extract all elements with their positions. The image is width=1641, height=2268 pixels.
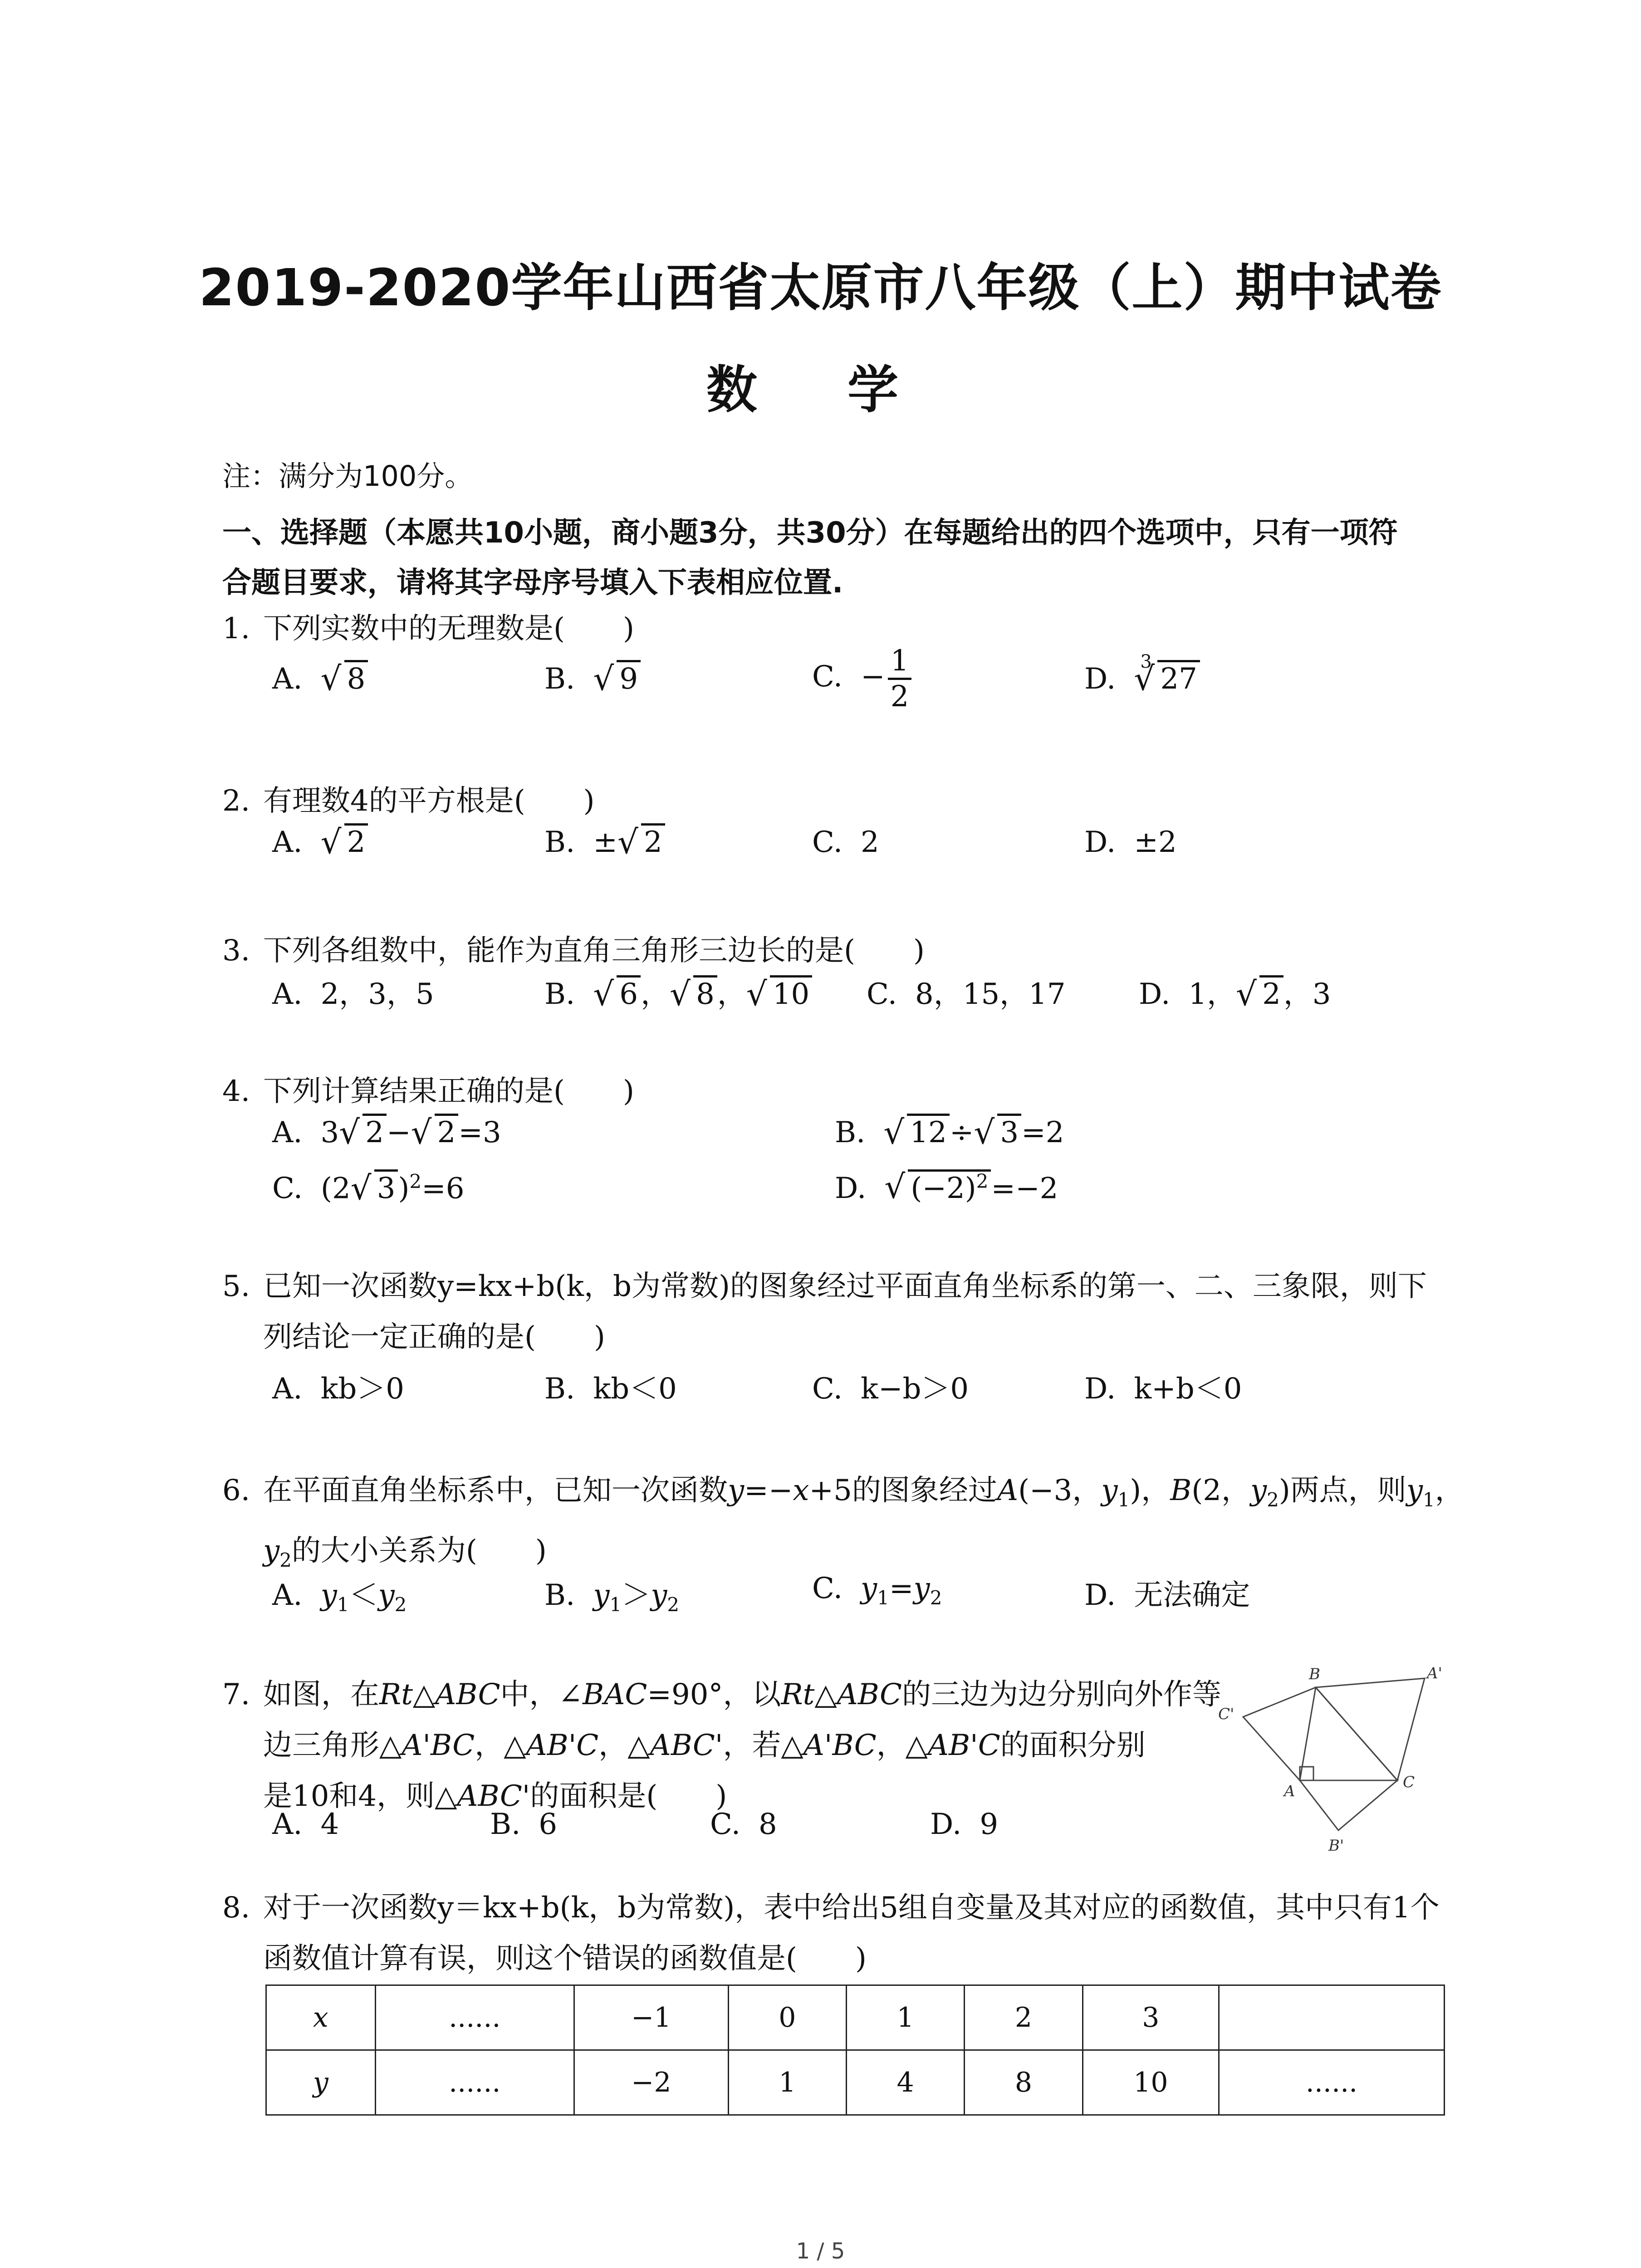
table-cell — [1219, 1985, 1445, 2050]
q1-option-b: B.√ 9 — [544, 662, 641, 696]
table-row-y — [266, 2050, 1445, 2115]
q4-option-b: B.√ 12÷√ 3=2 — [835, 1116, 1064, 1149]
q1-option-a: A.√ 8 — [272, 662, 368, 696]
q1-option-d: D. √ 3 27 — [1084, 662, 1200, 696]
question-3: 3. 下列各组数中，能作为直角三角形三边长的是( ) — [222, 934, 925, 968]
q2-option-b: B. ±√ 2 — [544, 826, 665, 859]
q7-option-a: A. 4 — [272, 1808, 339, 1841]
question-5: 5. 已知一次函数y=kx+b(k，b为常数)的图象经过平面直角坐标系的第一、二、三象限，则下 列结论一定正确的是( ) — [222, 1270, 1427, 1354]
question-7: 7. 如图，在Rt△ABC中，∠BAC=90°，以Rt△ABC的三边为边分别向外作等 边三角形△A'BC，△AB'C，△ABC'，若△A'BC，△AB'C的面积分别 是10和4，则△ABC'的面积是( ) — [222, 1678, 1221, 1813]
q3-option-d: D. 1，√ 2，3 — [1139, 971, 1331, 1012]
q5-option-d: D. k+b＜0 — [1084, 1372, 1242, 1406]
q7-option-d: D. 9 — [930, 1808, 999, 1841]
table-cell: ...... — [1219, 2050, 1445, 2115]
q7-option-b: B. 6 — [490, 1808, 558, 1841]
table-cell: 2 — [965, 1985, 1083, 2050]
label-B-prime: B' — [1328, 1837, 1344, 1855]
subject-title: 数 学 — [706, 361, 935, 420]
q6-option-a: A. $y_1<y_2$ — [272, 1579, 407, 1616]
q3-option-a: A. 2，3，5 — [272, 978, 434, 1011]
q4-option-d: D.√ $(-2)^2=-2$ — [835, 1170, 1058, 1205]
q6-option-b: B. $y_1>y_2$ — [544, 1579, 680, 1616]
table-cell: 4 — [846, 2050, 964, 2115]
section-heading: 一、选择题（本愿共10小题，商小题3分，共30分）在每题给出的四个选项中，只有一项符 合题目要求，请将其字母序号填入下表相应位置. — [222, 516, 1398, 600]
table-cell: y — [266, 2050, 376, 2115]
table-cell: ...... — [375, 1985, 574, 2050]
table-cell: 1 — [846, 1985, 964, 2050]
label-A-prime: A' — [1427, 1664, 1442, 1682]
table-cell: 0 — [728, 1985, 846, 2050]
table-cell: ...... — [375, 2050, 574, 2115]
label-B: B — [1309, 1665, 1320, 1683]
q1-option-c: C. − $\frac{1}{2}$ — [812, 644, 911, 714]
q6-option-d: D. 无法确定 — [1084, 1579, 1250, 1612]
question-2: 2. 有理数4的平方根是( ) — [222, 784, 595, 818]
table-cell: 10 — [1083, 2050, 1219, 2115]
table-cell: 1 — [728, 2050, 846, 2115]
table-cell: −2 — [574, 2050, 728, 2115]
q3-option-b: B.√ 6，√ 8，√ 10 — [544, 971, 812, 1012]
score-note: 注：满分为100分。 — [222, 459, 473, 493]
table-row-x — [266, 1985, 1445, 2050]
q2-option-d: D. ±2 — [1084, 826, 1177, 859]
q2-option-a: A.√ 2 — [272, 826, 368, 859]
table-cell: −1 — [574, 1985, 728, 2050]
question-8: 8. 对于一次函数y＝kx+b(k，b为常数)，表中给出5组自变量及其对应的函数值，其中只有1个 函数值计算有误，则这个错误的函数值是( ) — [222, 1891, 1440, 1975]
question-4: 4. 下列计算结果正确的是( ) — [222, 1075, 634, 1108]
table-cell: x — [266, 1985, 376, 2050]
q2-option-c: C. 2 — [812, 826, 879, 859]
triangle-figure — [1216, 1660, 1452, 1864]
q3-option-c: C. 8，15，17 — [867, 978, 1066, 1011]
question-1: 1. 下列实数中的无理数是( ) — [222, 612, 634, 645]
q7-option-c: C. 8 — [710, 1808, 777, 1841]
value-table — [265, 1984, 1445, 2116]
q5-option-c: C. k−b＞0 — [812, 1372, 969, 1406]
q4-option-c: C. (2√ 3)$^2$=6 — [272, 1170, 464, 1205]
table-cell: 3 — [1083, 1985, 1219, 2050]
q6-option-c: C. $y_1=y_2$ — [812, 1572, 942, 1609]
label-A: A — [1284, 1782, 1295, 1800]
q5-option-a: A. kb＞0 — [272, 1372, 405, 1406]
page-title: 2019-2020学年山西省太原市八年级（上）期中试卷 — [199, 259, 1442, 318]
page-number: 1 / 5 — [796, 2239, 845, 2264]
table-cell: 8 — [965, 2050, 1083, 2115]
q5-option-b: B. kb＜0 — [544, 1372, 677, 1406]
label-C-prime: C' — [1218, 1705, 1234, 1723]
q4-option-a: A. 3√ 2−√ 2=3 — [272, 1116, 501, 1149]
label-C: C — [1403, 1773, 1415, 1791]
question-6: 6. 在平面直角坐标系中，已知一次函数y=−x+5的图象经过A(−3，$y_1$)，B(2，$y_2$)两点，则$y_1$， $y_2$的大小关系为( ) — [222, 1474, 1464, 1571]
